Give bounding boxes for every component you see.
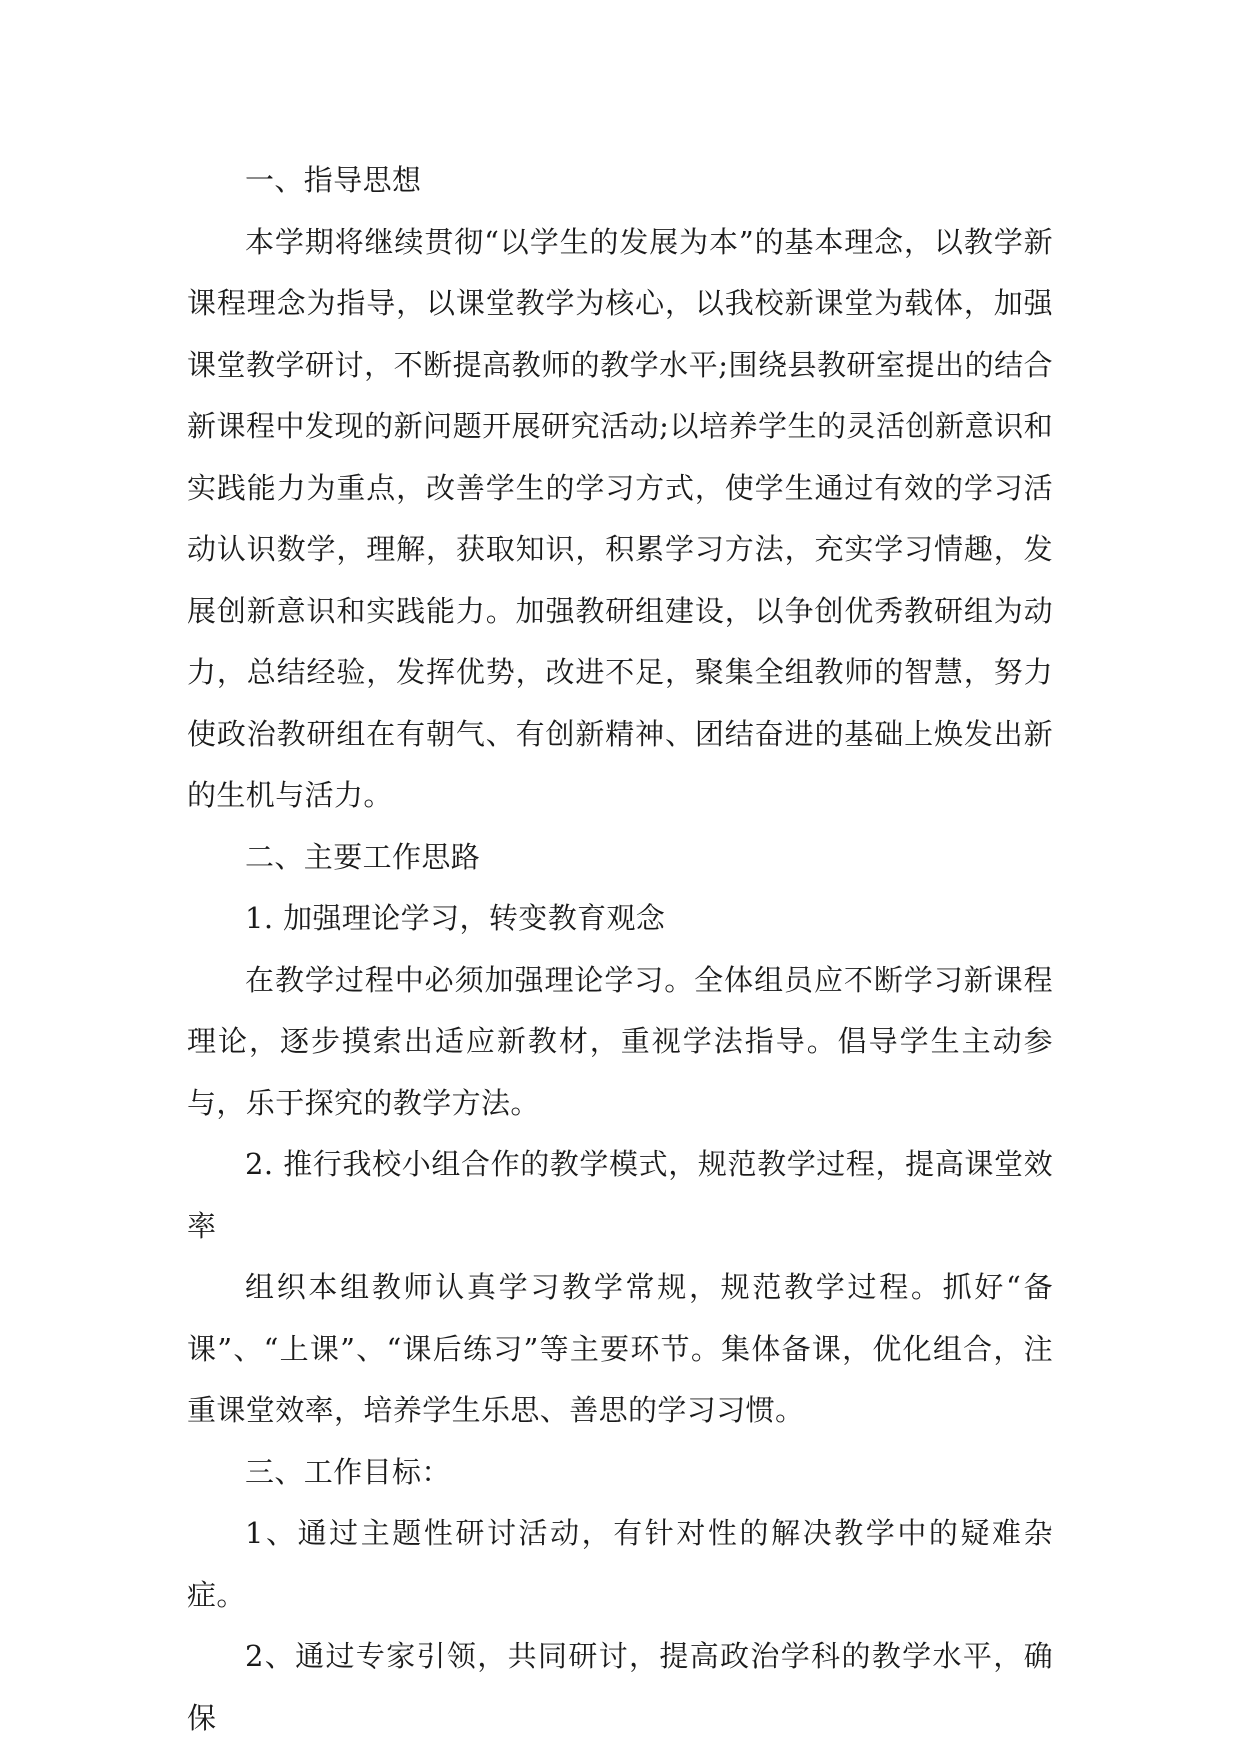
paragraph-guiding-ideology: 本学期将继续贯彻“以学生的发展为本”的基本理念，以教学新课程理念为指导，以课堂教学为核心，以我校新课堂为载体，加强课堂教学研讨，不断提高教师的教学水平;围绕县教研室提出的结合新课程中发现的新问题开展研究活动;以培养学生的灵活创新意识和实践能力为重点，改善学生的学习方式，使学生通过有效的学习活动认识数学，理解，获取知识，积累学习方法，充实学习情趣，发展创新意识和实践能力。加强教研组建设，以争创优秀教研组为动力，总结经验，发挥优势，改进不足，聚集全组教师的智慧，努力使政治教研组在有朝气、有创新精神、团结奋进的基础上焕发出新的生机与活力。: [187, 224, 1053, 812]
section-heading-guiding-ideology: 一、指导思想: [245, 163, 422, 197]
goal-item-1: 1、通过主题性研讨活动，有针对性的解决教学中的疑难杂症。: [187, 1516, 1053, 1612]
subheading-theory-study: 1. 加强理论学习，转变教育观念: [245, 901, 666, 935]
document-body: [187, 150, 1053, 1749]
section-heading-work-goals: 三、工作目标：: [245, 1454, 451, 1489]
goal-item-2: 2、通过专家引领，共同研讨，提高政治学科的教学水平，确保: [187, 1639, 1053, 1735]
subheading-group-cooperation: 2. 推行我校小组合作的教学模式，规范教学过程，提高课堂效率: [187, 1147, 1053, 1243]
section-heading-main-work-ideas: 二、主要工作思路: [245, 839, 481, 874]
paragraph-theory-study: 在教学过程中必须加强理论学习。全体组员应不断学习新课程理论，逐步摸索出适应新教材，重视学法指导。倡导学生主动参与，乐于探究的教学方法。: [187, 962, 1053, 1120]
paragraph-group-cooperation: 组织本组教师认真学习教学常规，规范教学过程。抓好“备课”、“上课”、“课后练习”等主要环节。集体备课，优化组合，注重课堂效率，培养学生乐思、善思的学习习惯。: [187, 1270, 1053, 1427]
